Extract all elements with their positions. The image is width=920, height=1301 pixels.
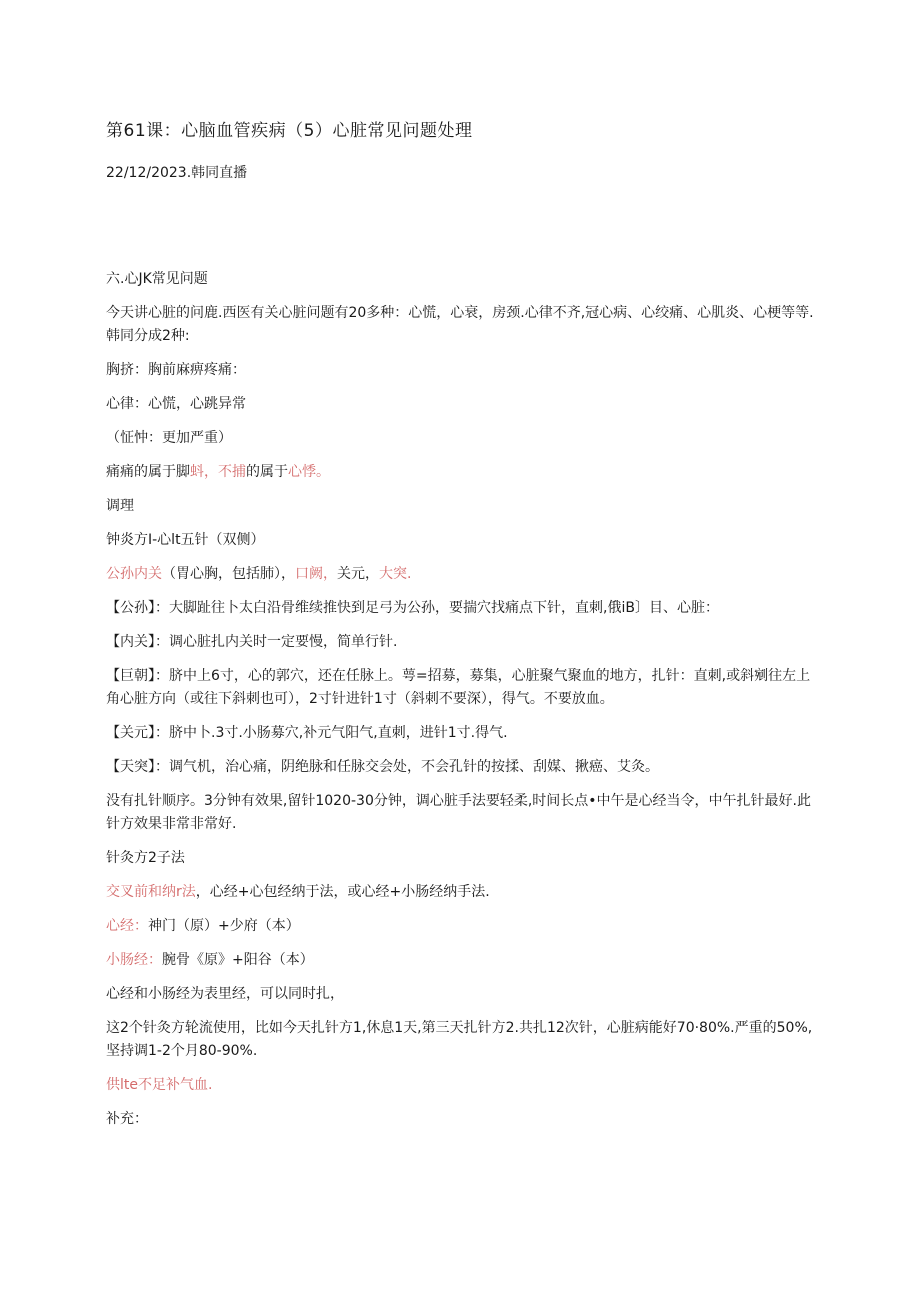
si-meridian-text: 腕骨《原》+阳谷（本）: [162, 952, 314, 968]
heart-meridian-text: 神门（原）+少府（本）: [148, 918, 300, 934]
points-paragraph: [106, 563, 820, 586]
points-text-e: 大突.: [379, 566, 412, 582]
heart-meridian-label: 心经：: [106, 918, 148, 934]
chest-paragraph: 胸挤：胸前麻痹疼痛：: [106, 362, 246, 378]
tiaoli-heading: 调理: [106, 498, 134, 514]
supplement-heading: 补充：: [106, 1111, 148, 1127]
interior-paragraph: 心经和小肠经为表里经，可以同时扎，: [106, 986, 344, 1002]
si-meridian-label: 小肠经：: [106, 952, 162, 968]
juque-paragraph: 【巨朝】：脐中上6寸，心的郭穴，还在任脉上。萼=招募，募集，心脏聚气聚血的地方，扎针：直刺,或斜剜往左上角心脏方向（或往下斜刺也可），2寸针进针1寸（斜刺不要深），得气。不要放血。: [106, 668, 811, 707]
neiguan-paragraph: 【内关】：调心脏扎内关时一定要慢，简单行针.: [106, 634, 398, 650]
alternate-paragraph: 这2个针灸方轮流使用，比如今天扎针方1,休息1天,第三天扎针方2.共扎12次针，心脏病能好70·80%.严重的50%,坚持调1-2个月80-90%.: [106, 1020, 813, 1059]
points-text-d: 关元，: [337, 566, 379, 582]
intro-paragraph: 今天讲心脏的问鹿.西医有关心脏问题有20多种：心慌，心衰，房颈.心律不齐,冠心病、心绞痛、心肌炎、心梗等等.韩同分成2种:: [106, 305, 814, 344]
zhengchong-paragraph: （怔忡：更加严重）: [106, 430, 232, 446]
pain-text-a: 痛痛的属于脚: [106, 464, 190, 480]
cross-paragraph: [106, 881, 820, 904]
pain-text-b: 蚪，不捕: [190, 464, 246, 480]
points-text-b: （胃心胸，包括肺），: [162, 566, 295, 582]
si-meridian-paragraph: [106, 949, 820, 972]
section-heading: 六.心JK常见问题: [106, 271, 208, 287]
date-line: 22/12/2023.韩同直播: [106, 165, 248, 181]
cross-text-b: ，心经+心包经纳于法，或心经+小肠经纳手法.: [195, 884, 490, 900]
tiantu-paragraph: 【天突】：调气机，治心痛，阴绝脉和任脉交会处，不会孔针的按揉、刮媒、揪癌、艾灸。: [106, 759, 659, 775]
heart-meridian-paragraph: [106, 915, 820, 938]
pain-text-d: 心悸。: [288, 464, 330, 480]
method2-title: 针灸方2子法: [106, 850, 185, 866]
guanyuan-paragraph: 【关元】：脐中卜.3寸.小肠募穴,补元气阳气,直刺，进针1寸.得气.: [106, 725, 508, 741]
order-paragraph: 没有扎针顺序。3分钟有效果,留针1020-30分钟，调心脏手法要轻柔,时间长点•中午是心经当令，中午扎针最好.此针方效果非常非常好.: [106, 793, 812, 832]
document-body: [106, 268, 820, 1142]
supply-paragraph: 供lte不足补气血.: [106, 1077, 213, 1093]
points-text-c: 口阙，: [295, 566, 337, 582]
rhythm-paragraph: 心律：心慌，心跳异常: [106, 396, 246, 412]
page-title: 第61课：心脑血管疾病（5）心脏常见问题处理: [106, 121, 473, 141]
gongsun-paragraph: 【公孙】：大脚趾往卜太白沿骨维续推快到足弓为公孙，要揣穴找痛点下针，直刺,俄iB〕目、心脏：: [106, 600, 719, 616]
cross-text-a: 交叉前和纳r法: [106, 884, 196, 900]
points-text-a: 公孙内关: [106, 566, 162, 582]
method1-title: 钟炎方I-心lt五针（双侧）: [106, 532, 265, 548]
pain-text-c: 的属于: [246, 464, 288, 480]
pain-paragraph: [106, 461, 820, 484]
